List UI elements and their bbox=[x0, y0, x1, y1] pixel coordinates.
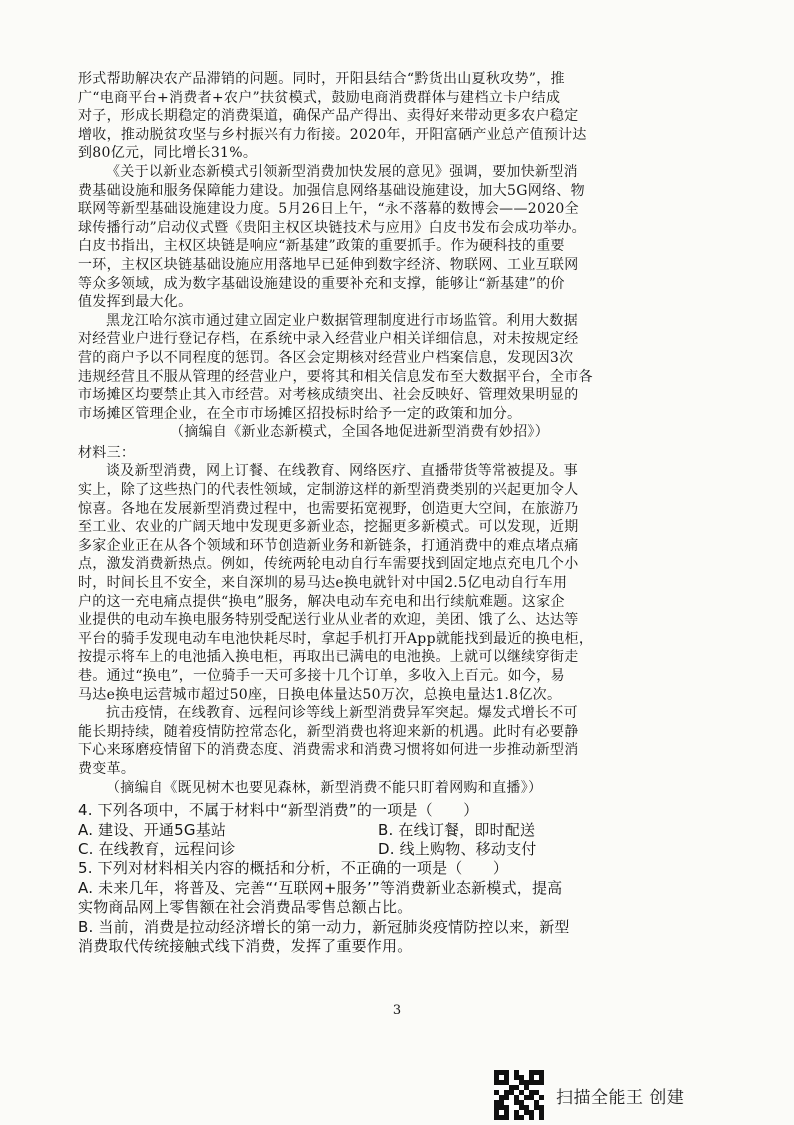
text-line: 能长期持续，随着疫情防控常态化，新型消费也将迎来新的机遇。此时有必要静 bbox=[78, 723, 579, 740]
text-line: 费基础设施和服务保障能力建设。加强信息网络基础设施建设，加大5G网络、物 bbox=[78, 182, 585, 199]
question-4: 4. 下列各项中，不属于材料中“新型消费”的一项是（ ） bbox=[78, 801, 479, 820]
text-line: 惊喜。各地在发展新型消费过程中，也需要拓宽视野，创造更大空间，在旅游乃 bbox=[78, 500, 579, 517]
text-line: 到80亿元，同比增长31%。 bbox=[78, 145, 258, 162]
section-heading: 材料三： bbox=[78, 444, 136, 461]
text-line: 一环，主权区块链基础设施应用落地早已延伸到数字经济、物联网、工业互联网 bbox=[78, 256, 579, 273]
text-line: 值发挥到最大化。 bbox=[78, 294, 193, 311]
text-line: 等众多领域，成为数字基础设施建设的重要补充和支撑，能够让“新基建”的价 bbox=[78, 275, 565, 292]
text-line: 下心来琢磨疫情留下的消费态度、消费需求和消费习惯将如何进一步推动新型消 bbox=[78, 742, 579, 759]
q5-option-b[interactable]: B. 当前，消费是拉动经济增长的第一动力，新冠肺炎疫情防控以来，新型 bbox=[78, 917, 570, 936]
text-line: 广“电商平台+消费者+农户”扶贫模式，鼓励电商消费群体与建档立卡户结成 bbox=[78, 89, 561, 106]
q4-option-c[interactable]: C. 在线教育，远程问诊 bbox=[78, 839, 236, 858]
text-line: 平台的骑手发现电动车电池快耗尽时，拿起手机打开App就能找到最近的换电柜， bbox=[78, 630, 594, 647]
text-line: 增收，推动脱贫攻坚与乡村振兴有力衔接。2020年，开阳富硒产业总产值预计达 bbox=[78, 126, 587, 143]
q4-option-a[interactable]: A. 建设、开通5G基站 bbox=[78, 820, 227, 839]
scanner-watermark bbox=[494, 1065, 784, 1125]
text-line: 抗击疫情，在线教育、远程问诊等线上新型消费异军突起。爆发式增长不可 bbox=[106, 705, 578, 722]
q5-option-b-cont: 消费取代传统接触式线下消费，发挥了重要作用。 bbox=[78, 936, 413, 955]
text-line: 球传播行动”启动仪式暨《贵阳主权区块链技术与应用》白皮书发布会成功举办。 bbox=[78, 219, 586, 236]
text-line: 违规经营且不服从管理的经营业户，要将其和相关信息发布至大数据平台，全市各 bbox=[78, 368, 593, 385]
text-line: 市场摊区均要禁止其入市经营。对考核成绩突出、社会反映好、管理效果明显的 bbox=[78, 387, 579, 404]
q5-option-a-cont: 实物商品网上零售额在社会消费品零售总额占比。 bbox=[78, 898, 413, 917]
text-line: 时，时间长且不安全，来自深圳的易马达e换电就针对中国2.5亿电动自行车用 bbox=[78, 575, 568, 592]
text-line: 营的商户予以不同程度的惩罚。各区会定期核对经营业户档案信息，发现因3次 bbox=[78, 349, 574, 366]
text-line: 业提供的电动车换电服务特别受配送行业从业者的欢迎，美团、饿了么、达达等 bbox=[78, 612, 579, 629]
body-text bbox=[78, 70, 718, 956]
text-line: 对经营业户进行登记存档，在系统中录入经营业户相关详细信息，对未按规定经 bbox=[78, 331, 579, 348]
text-line: 费变革。 bbox=[78, 760, 136, 777]
question-block bbox=[78, 801, 718, 956]
text-line: 形式帮助解决农产品滞销的问题。同时，开阳县结合“黔货出山夏秋攻势”，推 bbox=[78, 71, 565, 87]
text-line: 多家企业正在从各个领域和环节创造新业务和新链条，打通消费中的难点堵点痛 bbox=[78, 537, 579, 554]
page-number: 3 bbox=[392, 1003, 402, 1018]
text-line: 点，激发消费新热点。例如，传统两轮电动自行车需要找到固定地点充电几个小 bbox=[78, 556, 579, 573]
source-citation: （摘编自《既见树木也要见森林，新型消费不能只盯着网购和直播》） bbox=[106, 779, 543, 796]
text-line: 户的这一充电痛点提供“换电”服务，解决电动车充电和出行续航难题。这家企 bbox=[78, 593, 565, 610]
q5-option-a[interactable]: A. 未来几年，将普及、完善“‘互联网+服务’”等消费新业态新模式，提高 bbox=[78, 878, 563, 897]
text-line: 马达e换电运营城市超过50座，日换电体量达50万次，总换电量达1.8亿次。 bbox=[78, 686, 562, 703]
text-line: 至工业、农业的广阔天地中发现更多新业态，挖掘更多新模式。可以发现，近期 bbox=[78, 519, 579, 536]
text-line: 《关于以新业态新模式引领新型消费加快发展的意见》强调，要加快新型消 bbox=[106, 163, 578, 180]
text-line: 谈及新型消费，网上订餐、在线教育、网络医疗、直播带货等常被提及。事 bbox=[106, 463, 578, 480]
text-line: 黑龙江哈尔滨市通过建立固定业户数据管理制度进行市场监管。利用大数据 bbox=[106, 312, 578, 329]
text-line: 实上，除了这些热门的代表性领域，定制游这样的新型消费类别的兴起更加令人 bbox=[78, 482, 579, 499]
text-line: 联网等新型基础设施建设力度。5月26日上午，“永不落幕的数博会——2020全 bbox=[78, 201, 579, 218]
text-line: 对子，形成长期稳定的消费渠道，确保产品产得出、卖得好来带动更多农户稳定 bbox=[78, 108, 579, 125]
text-line: 市场摊区管理企业，在全市市场摊区招投标时给予一定的政策和加分。 bbox=[78, 405, 522, 422]
question-5: 5. 下列对材料相关内容的概括和分析，不正确的一项是（ ） bbox=[78, 859, 509, 878]
q4-option-b[interactable]: B. 在线订餐，即时配送 bbox=[378, 820, 536, 839]
source-citation: （摘编自《新业态新模式，全国各地促进新型消费有妙招》） bbox=[170, 424, 550, 441]
text-line: 巷。通过“换电”，一位骑手一天可多接十几个订单，多收入上百元。如今，易 bbox=[78, 668, 565, 684]
q4-option-d[interactable]: D. 线上购物、移动支付 bbox=[378, 839, 537, 858]
scanner-label: 扫描全能王 创建 bbox=[556, 1087, 685, 1108]
text-line: 按提示将车上的电池插入换电柜，再取出已满电的电池换。上就可以继续穿街走 bbox=[78, 649, 579, 666]
text-line: 白皮书指出，主权区块链是响应“新基建”政策的重要抓手。作为硬科技的重要 bbox=[78, 238, 565, 255]
qr-code-icon bbox=[494, 1070, 544, 1120]
